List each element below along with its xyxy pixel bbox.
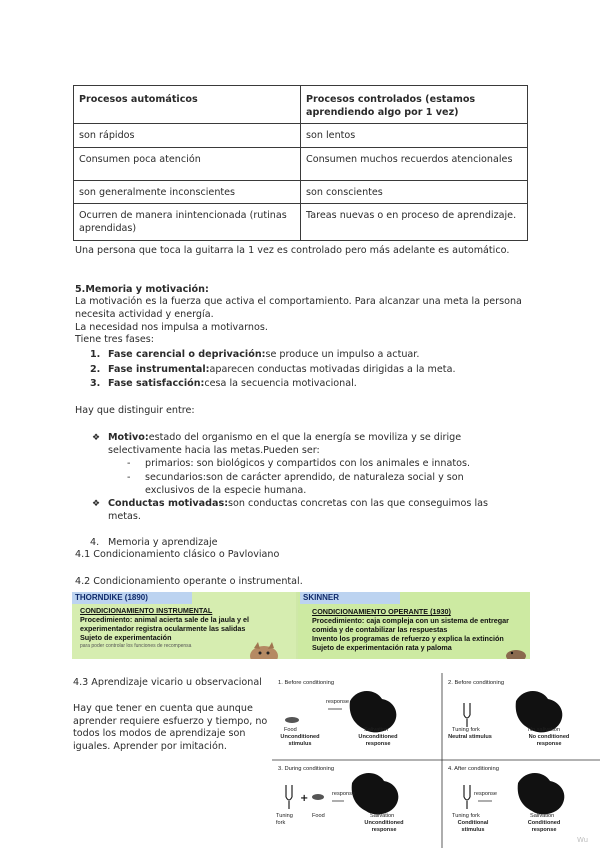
dash-bullet-icon: - (127, 458, 131, 469)
dash-bullet-icon: - (127, 472, 131, 483)
table-row (74, 180, 528, 204)
table-cell: son conscientes (301, 180, 528, 204)
guitar-note: Una persona que toca la guitarra la 1 vez es controlado pero más adelante es automático. (75, 245, 510, 256)
table-row (74, 147, 528, 180)
conductas-item: Conductas motivadas:son conductas concretas con las que conseguimos las metas. (108, 498, 488, 522)
motivo-item: Motivo:estado del organismo en el que la energía se moviliza y se dirige selectivamente hacia las metas.Pueden ser: (108, 432, 462, 456)
section-4-3-title: 4.3 Aprendizaje vicario u observacional (73, 677, 262, 688)
section-4-2: 4.2 Condicionamiento operante o instrumental. (75, 576, 303, 587)
table-cell: son lentos (301, 124, 528, 148)
motivation-paragraph: La motivación es la fuerza que activa el comportamiento. Para alcanzar una meta la persona necesita actividad y energía. (75, 296, 522, 320)
distinguish-text: Hay que distinguir entre: (75, 405, 195, 416)
table-cell: Ocurren de manera inintencionada (rutinas aprendidas) (74, 204, 301, 241)
diagram-title: 4. After conditioning (448, 766, 499, 772)
diamond-bullet-icon: ❖ (92, 499, 101, 509)
table-cell: Consumen poca atención (74, 147, 301, 180)
section-4-1: 4.1 Condicionamiento clásico o Pavloviano (75, 549, 280, 560)
operant-conditioning-image: THORNDIKE (1890) SKINNER CONDICIONAMIENTO INSTRUMENTAL Procedimiento: animal acierta sale de la jaula y el experimentador registra ocularmente las salidas Sujeto de experimentación para poder controlar los funciones de recompensa CONDICIONAMIENTO OPERANTE (1930) Procedimiento: caja compleja con un sistema de entregar comida y de contabilizar las respuestas Invento los programas de refuerzo y explica la extinción Sujeto de experimentación rata y paloma (72, 592, 530, 659)
phase-item: 3. Fase satisfacción:cesa la secuencia motivacional. (90, 378, 357, 389)
motivation-heading: 5.Memoria y motivación: (75, 284, 209, 295)
learning-heading: 4. Memoria y aprendizaje (90, 537, 218, 548)
table-row (74, 204, 528, 241)
comparison-table (73, 85, 528, 241)
diagram-title: 1. Before conditioning (278, 680, 335, 686)
sub-item: primarios: son biológicos y compartidos con los animales e innatos. (145, 458, 471, 469)
skinner-header: SKINNER (300, 592, 400, 604)
thorndike-header: THORNDIKE (1890) (72, 592, 192, 604)
watermark: Wu (577, 836, 589, 844)
diamond-bullet-icon: ❖ (92, 433, 101, 443)
cat-icon (246, 642, 282, 659)
diagram-title: 2. Before conditioning (448, 680, 505, 686)
table-cell: son generalmente inconscientes (74, 180, 301, 204)
rat-icon (504, 644, 528, 659)
motivation-paragraph: Tiene tres fases: (75, 334, 154, 345)
table-row (74, 124, 528, 148)
table-cell: Tareas nuevas o en proceso de aprendizaje. (301, 204, 528, 241)
phase-item: 1. Fase carencial o deprivación:se produce un impulso a actuar. (90, 349, 420, 360)
sub-item: secundarios:son de carácter aprendido, de naturaleza social y son exclusivos de la especie humana. (145, 472, 464, 496)
table-header-cell: Procesos controlados (estamos aprendiendo algo por 1 vez) (301, 86, 528, 124)
table-cell: son rápidos (74, 124, 301, 148)
section-4-3-text: Hay que tener en cuenta que aunque aprender requiere esfuerzo y tiempo, no todos los modos de aprendizaje son iguales. Aprender por imitación. (73, 703, 268, 752)
motivation-paragraph: La necesidad nos impulsa a motivarnos. (75, 322, 268, 333)
table-header-row (74, 86, 528, 124)
table-header-cell: Procesos automáticos (74, 86, 301, 124)
table-cell: Consumen muchos recuerdos atencionales (301, 147, 528, 180)
pavlov-diagram: + 1. Before conditioning 2. Before conditioning 3. During conditioning 4. After conditioning response Food Salivation Unconditioned stimulus Unconditioned response Tuning fork No salivation Neutral stimulus No conditioned response response Tuning fork Food Salivation Unconditioned response response Tuning fork Salivation Conditional stimulus Conditioned response (272, 673, 600, 848)
phase-item: 2. Fase instrumental:aparecen conductas motivadas dirigidas a la meta. (90, 364, 456, 375)
diagram-title: 3. During conditioning (278, 766, 335, 772)
svg-text:+: + (300, 793, 309, 804)
